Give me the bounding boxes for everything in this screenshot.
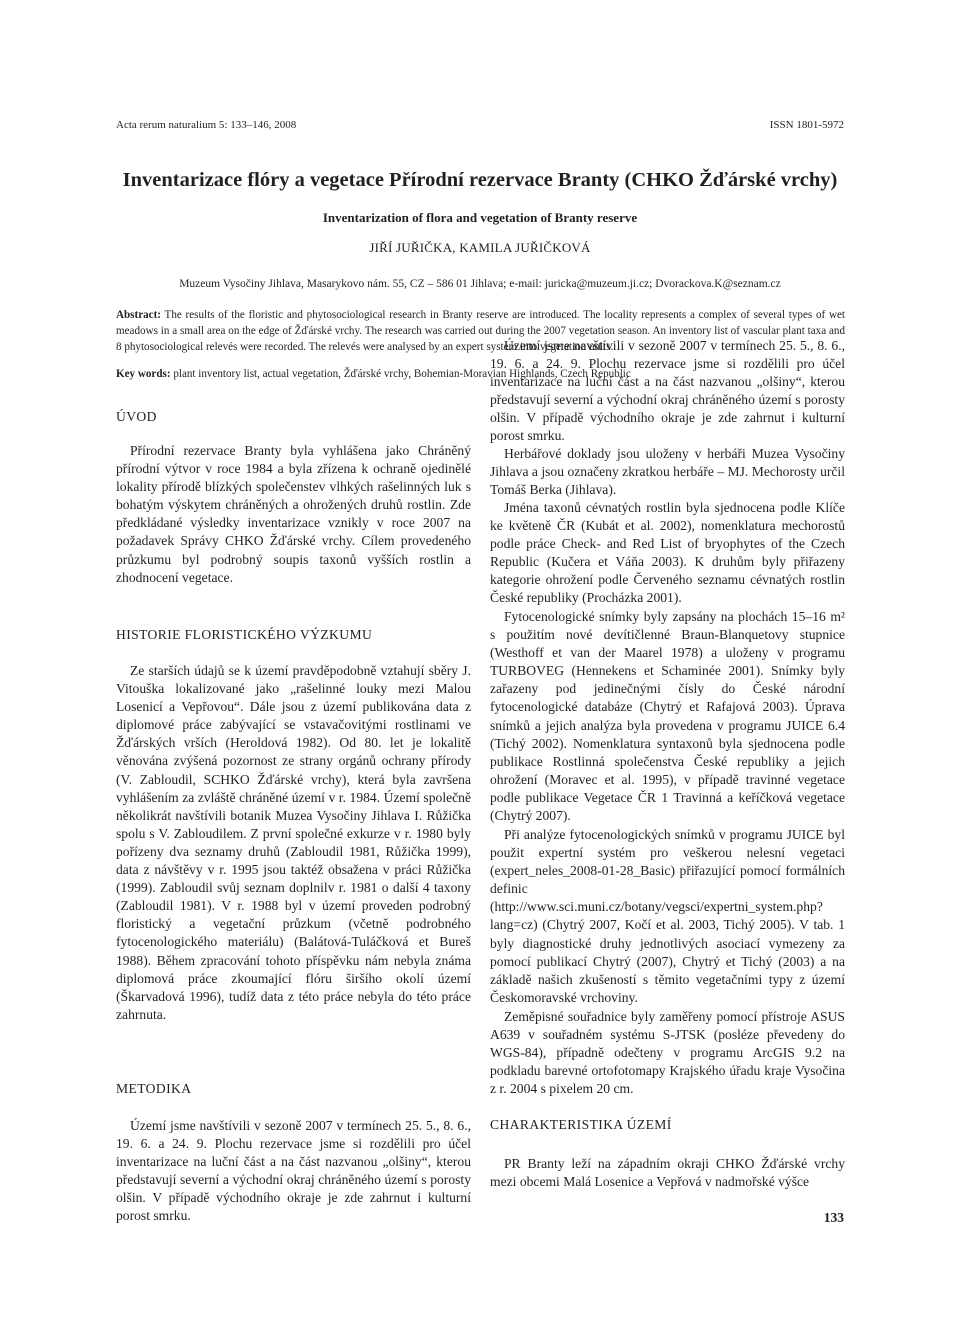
heading-uvod: ÚVOD xyxy=(116,409,157,424)
metodika-paragraph-1-start xyxy=(116,1117,471,1224)
metodika-paragraph-5: Při analýze fytocenologických snímků v programu JUICE byl použit expertní systém pro veškerou nelesní vegetaci (expert_neles_2008-01-28_Basic) přiřazující pomocí formálních definic (http://www.sci.muni.cz/botany/vegsci/expertni_system.php?lang=cz) (Chytrý 2007, Kočí et al. 2003, Tichý 2005). V tab. 1 byly diagnostické druhy jednotlivých asociací vymezeny za pomocí publikací Chytrý (2007), Chytrý et Tichý (2003) a na základě našich zkušeností s těmito vegetačními typy z území Českomoravské vrchoviny. xyxy=(490,827,845,1005)
metodika-p1-continued-text: Území jsme navštívili v sezoně 2007 v termínech 25. 5., 8. 6., 19. 6. a 24. 9. Plochu rezervace jsme si rozdělili pro účel inventarizace na luční část a na část nazvanou „olšiny“, kterou představují severní a východní okraj chráněného území s porosty olšin. V případě východního okraje je zde zahrnut i kulturní porost smrku. xyxy=(490,338,845,444)
heading-charakteristika: CHARAKTERISTIKA ÚZEMÍ xyxy=(490,1117,672,1132)
keywords-text: plant inventory list, actual vegetation, Žďárské vrchy, Bohemian-Moravian Highlands, Czech Republic xyxy=(173,368,631,380)
affiliation: Muzeum Vysočiny Jihlava, Masarykovo nám. 55, CZ – 586 01 Jihlava; e-mail: juricka@muzeum.ji.cz; Dvorackova.K@seznam.cz xyxy=(179,278,781,290)
article-subtitle: Inventarization of flora and vegetation of Branty reserve xyxy=(322,210,638,225)
abstract-text: The results of the floristic and phytosociological research in Branty reserve are introduced. The locality represents a complex of several types of wet meadows in a small area on the edge of Žďárské vrchy. The research was carried out during the 2007 vegetation season. An inventory list of vascular plant taxa and 8 phytosociological relevés were recorded. The relevés were analysed by an expert system into vegetation units. xyxy=(116,309,845,353)
metodika-paragraph-4: Fytocenologické snímky byly zapsány na plochách 15–16 m² s použitím nové devítičlenné Braun-Blanquetovy stupnice (Westhoff et van der Maarel 1978) a uloženy v programu TURBOVEG (Hennekens et Schaminée 2001). Snímky byly zařazeny pod jedinečnými čísly do České národní fytocenologické databáze (Chytrý et Rafajová 2003). Úprava snímků a jejich analýza byla provedena v programu JUICE 6.4 (Tichý 2002). Nomenklatura syntaxonů byla sjednocena podle publikace Rostlinná společenstva České republiky a jejich ohrožení (Moravec et al. 1995), v případě travinné vegetace podle publikace Vegetace ČR 1 Travinná a keříčková vegetace (Chytrý 2007). xyxy=(490,609,845,824)
article-title: Inventarizace flóry a vegetace Přírodní rezervace Branty (CHKO Žďárské vrchy) xyxy=(122,169,838,191)
authors: JIŘÍ JUŘIČKA, KAMILA JUŘIČKOVÁ xyxy=(369,240,591,255)
uvod-paragraph: Přírodní rezervace Branty byla vyhlášena jako Chráněný přírodní výtvor v roce 1984 a byla zřízena k ochraně ojedinělé lokality přírodě blízkých společenstev vlhkých rašelinných luk s bohatým výskytem chráněných a ohrožených druhů rostlin. Zde předkládané výsledky inventarizace vznikly v roce 2007 na požadavek Správy CHKO Žďárské vrchy. Cílem provedeného průzkumu byl podrobný soupis taxonů vyšších rostlin a zhodnocení vegetace. xyxy=(116,443,471,585)
metodika-paragraph-2: Herbářové doklady jsou uloženy v herbáři Muzea Vysočiny Jihlava a jsou označeny zkratkou herbáře – MJ. Mechorosty určil Tomáš Berka (Jihlava). xyxy=(490,446,845,498)
issn: ISSN 1801-5972 xyxy=(769,119,844,131)
keywords-label: Key words: xyxy=(116,368,171,380)
historie-paragraph: Ze starších údajů se k území pravděpodobně vztahují sběry J. Vitouška lokalizované jako „rašelinné louky mezi Malou Losenicí a Vepřovou“. Dále jsou z území publikována data z diplomové práce zabývající se vstavačovitými rostlinami ve Žďárských vrších (Heroldová 1982). Od 80. let je lokalitě věnována zvýšená pozornost ze strany orgánů ochrany přírody (V. Zabloudil, SCHKO Žďárské vrchy), která byla završena vyhlášením za zvláště chráněné území v r. 1984. Území společně několikrát navštívili botanik Muzea Vysočiny Jihlava I. Růžička spolu s V. Zabloudilem. Z první společné exkurze v r. 1980 byly pořízeny dva seznamy druhů (Zabloudil 1981, Růžička 1999), data z návštěvy v r. 1995 jsou taktéž obsažena v práci Růžička (1999). Zabloudil svůj seznam doplnilv r. 1981 o další 4 taxony (Zabloudil 1981). V r. 1988 byl v území proveden podrobný floristický a vegetační průzkum (včetně podrobného fytocenologického materiálu) (Balátová-Tuláčková et Bureš 1988). Během zpracování tohoto příspěvku nám nebyla známa diplomová práce zkoumající flóru širšího okolí území (Škarvadová 1996), tudíž data z této práce nebyla do této práce zahrnuta. xyxy=(116,663,471,1022)
metodika-paragraph-3: Jména taxonů cévnatých rostlin byla sjednocena podle Klíče ke květeně ČR (Kubát et al. 2002), nomenklatura mechorostů podle práce Check- and Red List of bryophytes of the Czech Republic (Kučera et Váňa 2003). K druhům byly přiřazeny kategorie ohrožení podle Červeného seznamu cévnatých rostlin České republiky (Procházka 2001). xyxy=(490,500,845,606)
metodika-paragraph-1-continued xyxy=(490,338,845,445)
page-number: 133 xyxy=(823,1210,844,1225)
abstract-label: Abstract: xyxy=(116,309,161,321)
heading-metodika: METODIKA xyxy=(116,1081,192,1096)
metodika-paragraph-6: Zeměpisné souřadnice byly zaměřeny pomocí přístroje ASUS A639 v souřadném systému S-JTSK (posléze převedeny do WGS-84), případně odečteny v programu ArcGIS 9.2 na podkladu barevné ortofotomapy Krajského úřadu kraje Vysočina z r. 2004 s pixelem 20 cm. xyxy=(490,1009,845,1097)
charakteristika-paragraph: PR Branty leží na západním okraji CHKO Žďárské vrchy mezi obcemi Malá Losenice a Vepřová v nadmořské výšce xyxy=(490,1156,845,1190)
heading-historie: HISTORIE FLORISTICKÉHO VÝZKUMU xyxy=(116,627,373,642)
journal-citation: Acta rerum naturalium 5: 133–146, 2008 xyxy=(116,119,297,131)
metodika-p1-text: Území jsme navštívili v sezoně 2007 v termínech 25. 5., 8. 6., 19. 6. a 24. 9. Plochu rezervace jsme si rozdělili pro účel inventarizace na luční část a na část nazvanou „olšiny“, kterou představují severní a východní okraj chráněného území s porosty olšin. V případě východního okraje je zde zahrnut i kulturní porost smrku. xyxy=(116,1118,471,1224)
